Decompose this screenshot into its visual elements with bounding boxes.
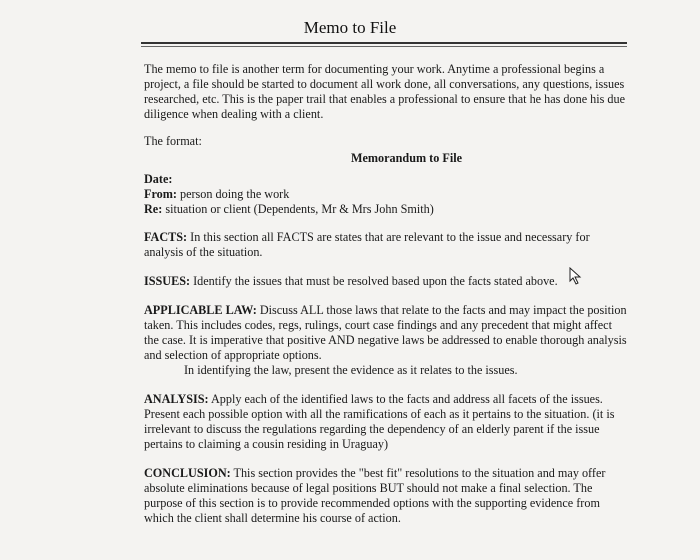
issues-section	[144, 274, 629, 289]
analysis-heading: ANALYSIS:	[144, 392, 209, 406]
mouse-cursor-icon	[569, 267, 583, 285]
memo-content	[144, 62, 629, 540]
date-field	[144, 172, 629, 187]
memo-heading: Memorandum to File	[350, 151, 463, 165]
conclusion-heading: CONCLUSION:	[144, 466, 231, 480]
issues-body: Identify the issues that must be resolved based upon the facts stated above.	[193, 274, 558, 288]
facts-section	[144, 230, 629, 260]
title-rule-secondary	[141, 46, 627, 47]
re-field	[144, 202, 629, 217]
date-label: Date:	[144, 172, 173, 186]
facts-body: In this section all FACTS are states that are relevant to the issue and necessary for analysis of the situation.	[144, 230, 590, 259]
law-section	[144, 303, 629, 363]
re-label: Re:	[144, 202, 163, 216]
format-label: The format:	[144, 134, 202, 148]
law-body: Discuss ALL those laws that relate to the facts and may impact the position taken. This includes codes, regs, rulings, court case findings and any precedent that might affect the case. It is imperative that positive AND negative laws be addressed to enable thorough analysis and selection of appropriate options.	[144, 303, 627, 362]
analysis-section	[144, 392, 629, 452]
conclusion-section	[144, 466, 629, 526]
from-value: person doing the work	[180, 187, 290, 201]
title-rule	[141, 42, 627, 44]
re-value: situation or client (Dependents, Mr & Mrs John Smith)	[165, 202, 434, 216]
facts-heading: FACTS:	[144, 230, 188, 244]
intro-paragraph: The memo to file is another term for documenting your work. Anytime a professional begins a project, a file should be started to document all work done, all conversations, any questions, issues researched, etc. This is the paper trail that enables a professional to ensure that he has done his due diligence when dealing with a client.	[144, 62, 626, 121]
memo-fields	[144, 172, 629, 217]
law-heading: APPLICABLE LAW:	[144, 303, 257, 317]
analysis-body: Apply each of the identified laws to the facts and address all facets of the issues. Present each possible option with all the ramifications of each as it pertains to the situation. (it is irrelevant to discuss the regulations regarding the dependency of an elderly parent if the issue pertains to claiming a cousin residing in Uraguay)	[144, 392, 615, 451]
law-section-continued: In identifying the law, present the evidence as it relates to the issues.	[184, 363, 518, 377]
from-label: From:	[144, 187, 177, 201]
from-field	[144, 187, 629, 202]
issues-heading: ISSUES:	[144, 274, 191, 288]
conclusion-body: This section provides the "best fit" resolutions to the situation and may offer absolute eliminations because of legal positions BUT should not make a final selection. The purpose of this section is to provide recommended options with the supporting evidence from which the client shall determine his course of action.	[144, 466, 606, 525]
page-title: Memo to File	[303, 18, 397, 37]
